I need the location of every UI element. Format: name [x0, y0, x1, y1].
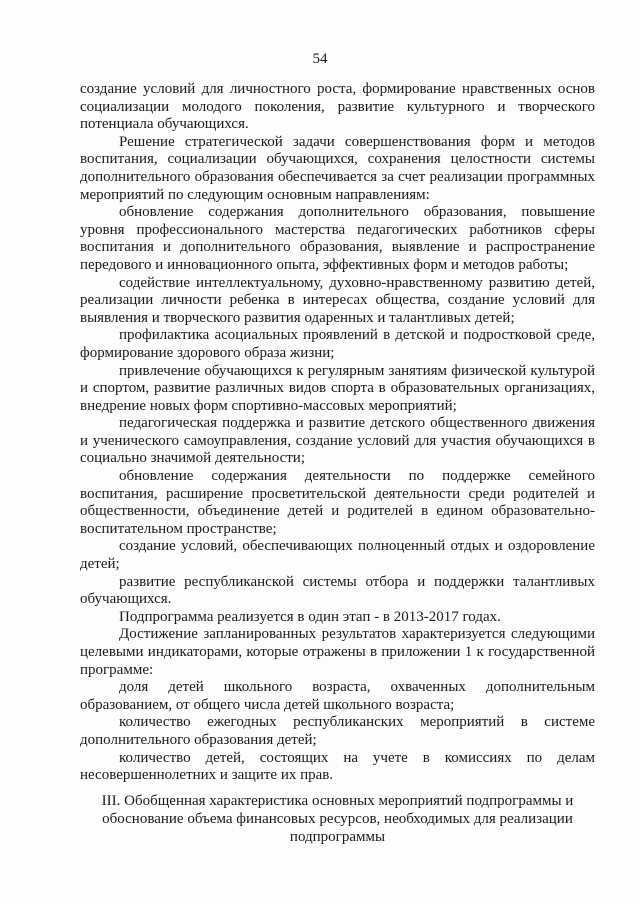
section-heading — [80, 792, 595, 846]
list-item: количество ежегодных республиканских мероприятий в системе дополнительного образования детей; — [80, 714, 595, 748]
body-text — [80, 81, 595, 785]
paragraph: Достижение запланированных результатов характеризуется следующими целевыми индикаторами, которые отражены в приложении 1 к государственной программе: — [80, 626, 595, 678]
list-item: обновление содержания деятельности по поддержке семейного воспитания, расширение просветительской деятельности среди родителей и общественности, объединение детей и родителей в едином образовательно-воспитательном пространстве; — [80, 468, 595, 537]
list-item: количество детей, состоящих на учете в комиссиях по делам несовершеннолетних и защите их прав. — [80, 749, 595, 784]
list-item: обновление содержания дополнительного образования, повышение уровня профессионального мастерства педагогических работников сферы воспитания и дополнительного образования, выявление и распространение передового и инновационного опыта, эффективных форм и методов работы; — [80, 204, 595, 273]
paragraph: Решение стратегической задачи совершенствования форм и методов воспитания, социализации обучающихся, сохранения целостности системы дополнительного образования обеспечивается за счет реализации программных мероприятий по следующим основным направлениям: — [80, 133, 595, 203]
list-item: доля детей школьного возраста, охваченных дополнительным образованием, от общего числа детей школьного возраста; — [80, 679, 595, 713]
section-heading-line: III. Обобщенная характеристика основных мероприятий подпрограммы и — [101, 793, 574, 809]
list-item: педагогическая поддержка и развитие детского общественного движения и ученического самоуправления, создание условий для участия обучающихся в социально значимой деятельности; — [80, 415, 595, 467]
page-number: 54 — [312, 51, 328, 67]
section-heading-line: подпрограммы — [289, 829, 386, 845]
list-item: развитие республиканской системы отбора и поддержки талантливых обучающихся. — [80, 573, 595, 608]
list-item: привлечение обучающихся к регулярным занятиям физической культурой и спортом, развитие различных видов спорта в образовательных организациях, внедрение новых форм спортивно-массовых мероприятий; — [80, 362, 595, 414]
list-item: профилактика асоциальных проявлений в детской и подростковой среде, формирование здорового образа жизни; — [80, 327, 595, 361]
list-item: содействие интеллектуальному, духовно-нравственному развитию детей, реализации личности ребенка в интересах общества, создание условий для выявления и творческого развития одаренных и талантливых детей; — [80, 274, 595, 326]
list-item: создание условий, обеспечивающих полноценный отдых и оздоровление детей; — [80, 538, 595, 573]
paragraph: создание условий для личностного роста, формирование нравственных основ социализации молодого поколения, развитие культурного и творческого потенциала обучающихся. — [80, 81, 595, 133]
section-heading-line: обоснование объема финансовых ресурсов, необходимых для реализации — [102, 811, 573, 827]
paragraph: Подпрограмма реализуется в один этап - в 2013-2017 годах. — [119, 608, 501, 625]
